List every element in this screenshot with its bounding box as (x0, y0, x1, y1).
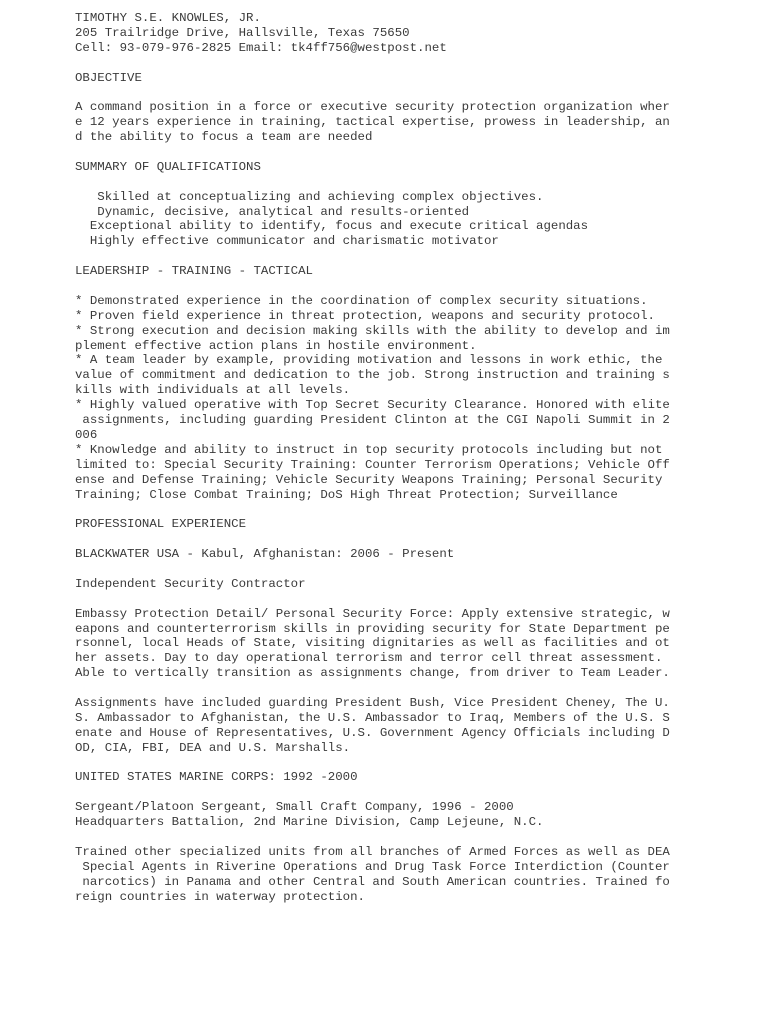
resume-line: d the ability to focus a team are needed (75, 130, 373, 145)
resume-line (75, 785, 755, 800)
resume-line: Headquarters Battalion, 2nd Marine Division, Camp Lejeune, N.C. (75, 815, 544, 830)
resume-line: UNITED STATES MARINE CORPS: 1992 -2000 (75, 770, 358, 785)
resume-line: Embassy Protection Detail/ Personal Security Force: Apply extensive strategic, w (75, 606, 670, 621)
resume-line: * Knowledge and ability to instruct in top security protocols including but not (75, 442, 663, 457)
resume-line: kills with individuals at all levels. (75, 383, 351, 398)
resume-line: Special Agents in Riverine Operations and Drug Task Force Interdiction (Counter (75, 859, 670, 874)
resume-line: narcotics) in Panama and other Central and South American countries. Trained fo (75, 874, 670, 889)
resume-line: plement effective action plans in hostile environment. (75, 338, 477, 353)
resume-line: * Proven field experience in threat protection, weapons and security protocol. (75, 308, 655, 323)
resume-line: TIMOTHY S.E. KNOWLES, JR. (75, 11, 261, 25)
resume-line: Trained other specialized units from all branches of Armed Forces as well as DEA (75, 844, 670, 859)
resume-line: * Strong execution and decision making skills with the ability to develop and im (75, 323, 670, 338)
resume-line: Assignments have included guarding President Bush, Vice President Cheney, The U. (75, 695, 670, 710)
resume-line (75, 592, 755, 607)
resume-line: her assets. Day to day operational terrorism and terror cell threat assessment. (75, 651, 663, 666)
resume-line: LEADERSHIP - TRAINING - TACTICAL (75, 264, 313, 279)
resume-line: Training; Close Combat Training; DoS High Threat Protection; Surveillance (75, 487, 618, 502)
resume-line: 205 Trailridge Drive, Hallsville, Texas 75650 (75, 25, 410, 40)
resume-line: BLACKWATER USA - Kabul, Afghanistan: 2006 - Present (75, 547, 455, 562)
resume-line: limited to: Special Security Training: Counter Terrorism Operations; Vehicle Off (75, 457, 670, 472)
resume-line (75, 249, 755, 264)
resume-line: OBJECTIVE (75, 70, 142, 85)
resume-line (75, 175, 755, 190)
resume-line: S. Ambassador to Afghanistan, the U.S. Ambassador to Iraq, Members of the U.S. S (75, 710, 670, 725)
resume-line: e 12 years experience in training, tactical expertise, prowess in leadership, an (75, 115, 670, 130)
resume-line (75, 562, 755, 577)
resume-line: * Highly valued operative with Top Secret Security Clearance. Honored with elite (75, 398, 670, 413)
resume-line (75, 502, 755, 517)
resume-line: Able to vertically transition as assignments change, from driver to Team Leader. (75, 666, 670, 681)
resume-line (75, 85, 755, 100)
resume-text (75, 11, 755, 904)
resume-line: SUMMARY OF QUALIFICATIONS (75, 159, 261, 174)
resume-line (75, 56, 755, 71)
resume-line: A command position in a force or executive security protection organization wher (75, 100, 670, 115)
resume-line: Independent Security Contractor (75, 576, 306, 591)
resume-line: assignments, including guarding President Clinton at the CGI Napoli Summit in 2 (75, 413, 670, 428)
resume-line: Highly effective communicator and charismatic motivator (75, 234, 499, 249)
resume-line: reign countries in waterway protection. (75, 889, 365, 904)
resume-line (75, 830, 755, 845)
resume-line: Cell: 93-079-976-2825 Email: tk4ff756@westpost.net (75, 40, 447, 55)
resume-line: eapons and counterterrorism skills in providing security for State Department pe (75, 621, 670, 636)
resume-line: Dynamic, decisive, analytical and results-oriented (75, 204, 470, 219)
resume-line: * A team leader by example, providing motivation and lessons in work ethic, the (75, 353, 663, 368)
resume-line (75, 279, 755, 294)
resume-line: OD, CIA, FBI, DEA and U.S. Marshalls. (75, 740, 351, 755)
resume-line: PROFESSIONAL EXPERIENCE (75, 517, 247, 532)
resume-line: Sergeant/Platoon Sergeant, Small Craft Company, 1996 - 2000 (75, 800, 514, 815)
resume-line: enate and House of Representatives, U.S. Government Agency Officials including D (75, 725, 670, 740)
resume-line (75, 681, 755, 696)
resume-line: Exceptional ability to identify, focus and execute critical agendas (75, 219, 589, 234)
resume-line: rsonnel, local Heads of State, visiting dignitaries as well as facilities and ot (75, 636, 670, 651)
resume-line (75, 532, 755, 547)
resume-line: Skilled at conceptualizing and achieving complex objectives. (75, 189, 544, 204)
resume-line (75, 145, 755, 160)
resume-line: ense and Defense Training; Vehicle Security Weapons Training; Personal Security (75, 472, 663, 487)
resume-line: 006 (75, 427, 98, 442)
resume-line: * Demonstrated experience in the coordination of complex security situations. (75, 293, 648, 308)
resume-line (75, 756, 755, 771)
resume-line: value of commitment and dedication to the job. Strong instruction and training s (75, 368, 670, 383)
